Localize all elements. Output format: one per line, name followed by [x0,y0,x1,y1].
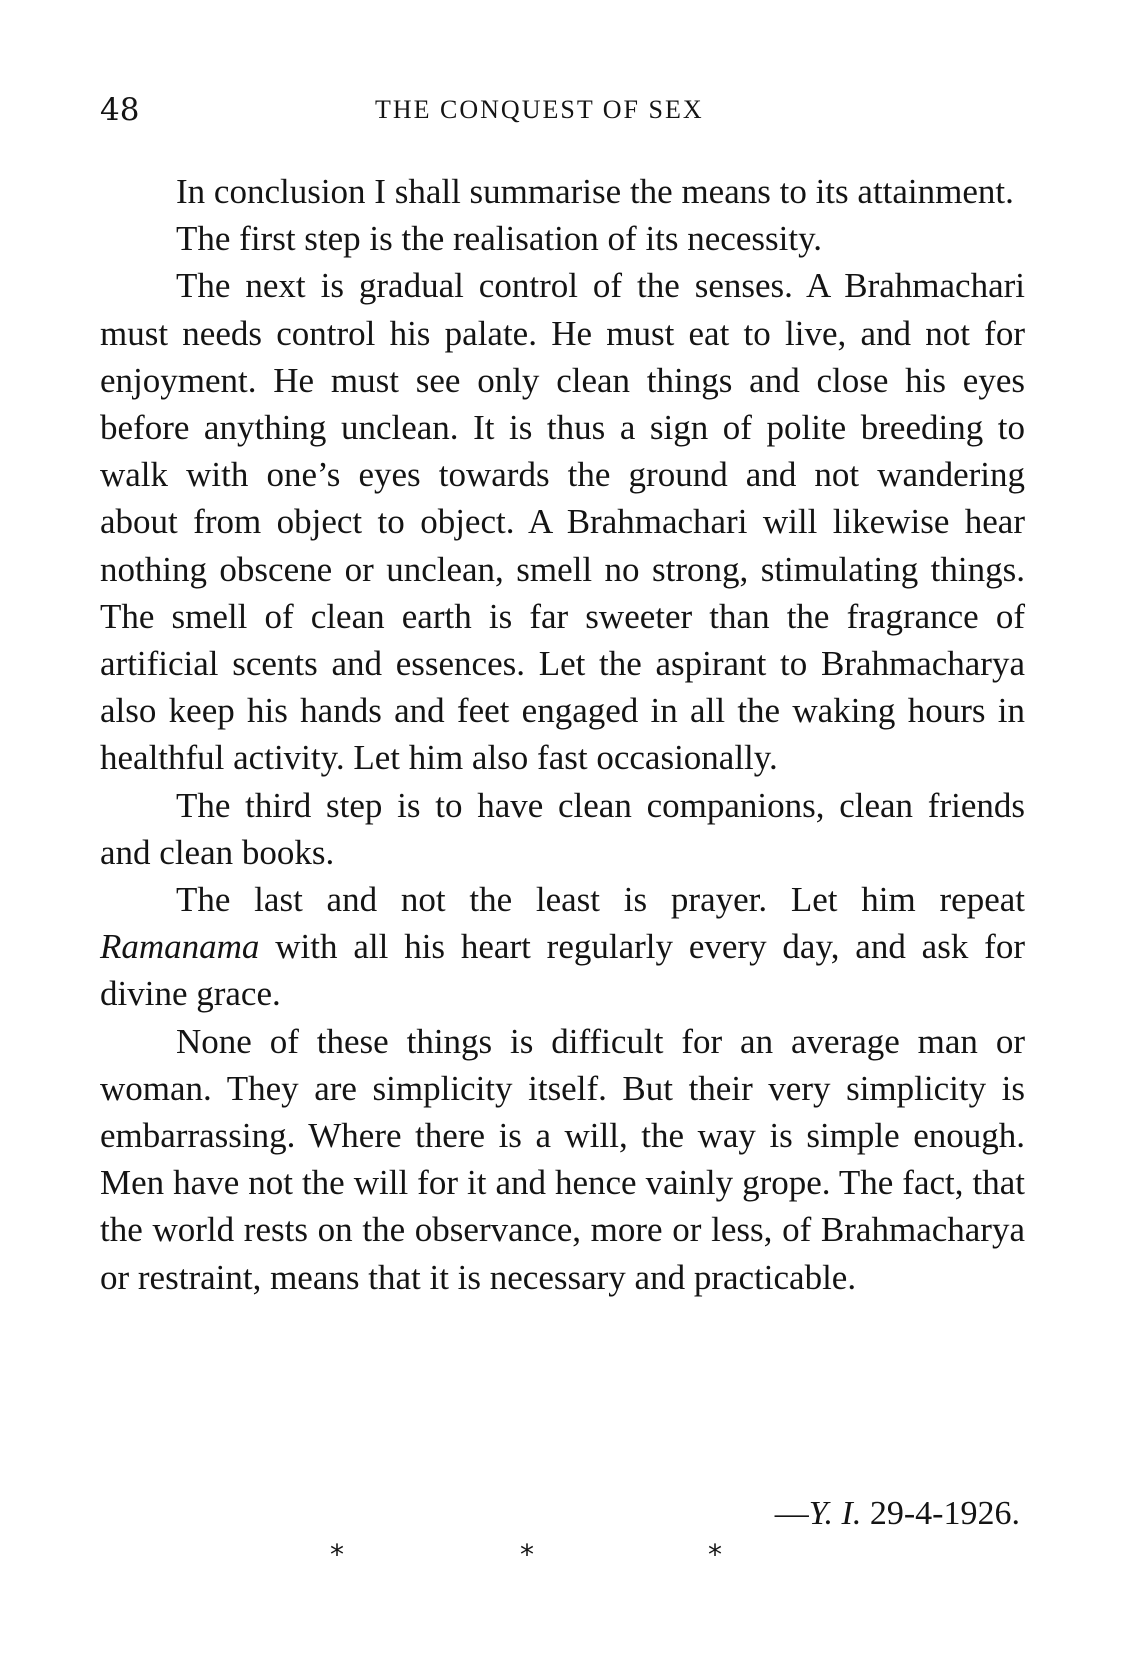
page-number: 48 [100,92,140,128]
body-text [100,168,1025,1301]
paragraph [100,876,1025,1018]
paragraph: The next is gradual control of the senses. A Brahmachari must needs control his palate. He must eat to live, and not for enjoyment. He must see only clean things and close his eyes before anything unclean. It is thus a sign of polite breeding to walk with one’s eyes towards the ground and not wandering about from object to object. A Brahmachari will likewise hear nothing obscene or unclean, smell no strong, stimulating things. The smell of clean earth is far sweeter than the fragrance of artificial scents and essences. Let the aspirant to Brahmacharya also keep his hands and feet engaged in all the waking hours in healthful activity. Let him also fast occasionally. [100,266,1025,778]
separator-asterisk: * [330,1538,344,1571]
citation-dash: — [774,1495,809,1532]
citation [775,1492,1020,1536]
paragraph: The first step is the realisation of its necessity. [176,219,823,259]
section-separator [0,1535,1125,1575]
separator-asterisk: * [520,1538,534,1571]
text-run: The last and not the least is prayer. Let him repeat [176,880,1025,920]
separator-asterisk: * [708,1538,722,1571]
citation-date: 29-4-1926. [861,1495,1020,1532]
paragraph: The third step is to have clean companions, clean friends and clean books. [100,785,1025,872]
paragraph: In conclusion I shall summarise the means to its attainment. [176,172,1014,211]
paragraph: None of these things is difficult for an average man or woman. They are simplicity itself. But their very simplicity is embarrassing. Where there is a will, the way is simple enough. Men have not the will for it and hence vainly grope. The fact, that the world rests on the observance, more or less, of Brahmacharya or restraint, means that it is necessary and practicable. [100,1021,1025,1297]
page-header [100,86,1025,134]
italic-term: Ramanama [100,927,260,967]
citation-source: Y. I. [808,1495,862,1532]
running-title: THE CONQUEST OF SEX [375,95,704,124]
text-run: with all his heart regularly every day, and ask for divine grace. [100,927,1025,1014]
